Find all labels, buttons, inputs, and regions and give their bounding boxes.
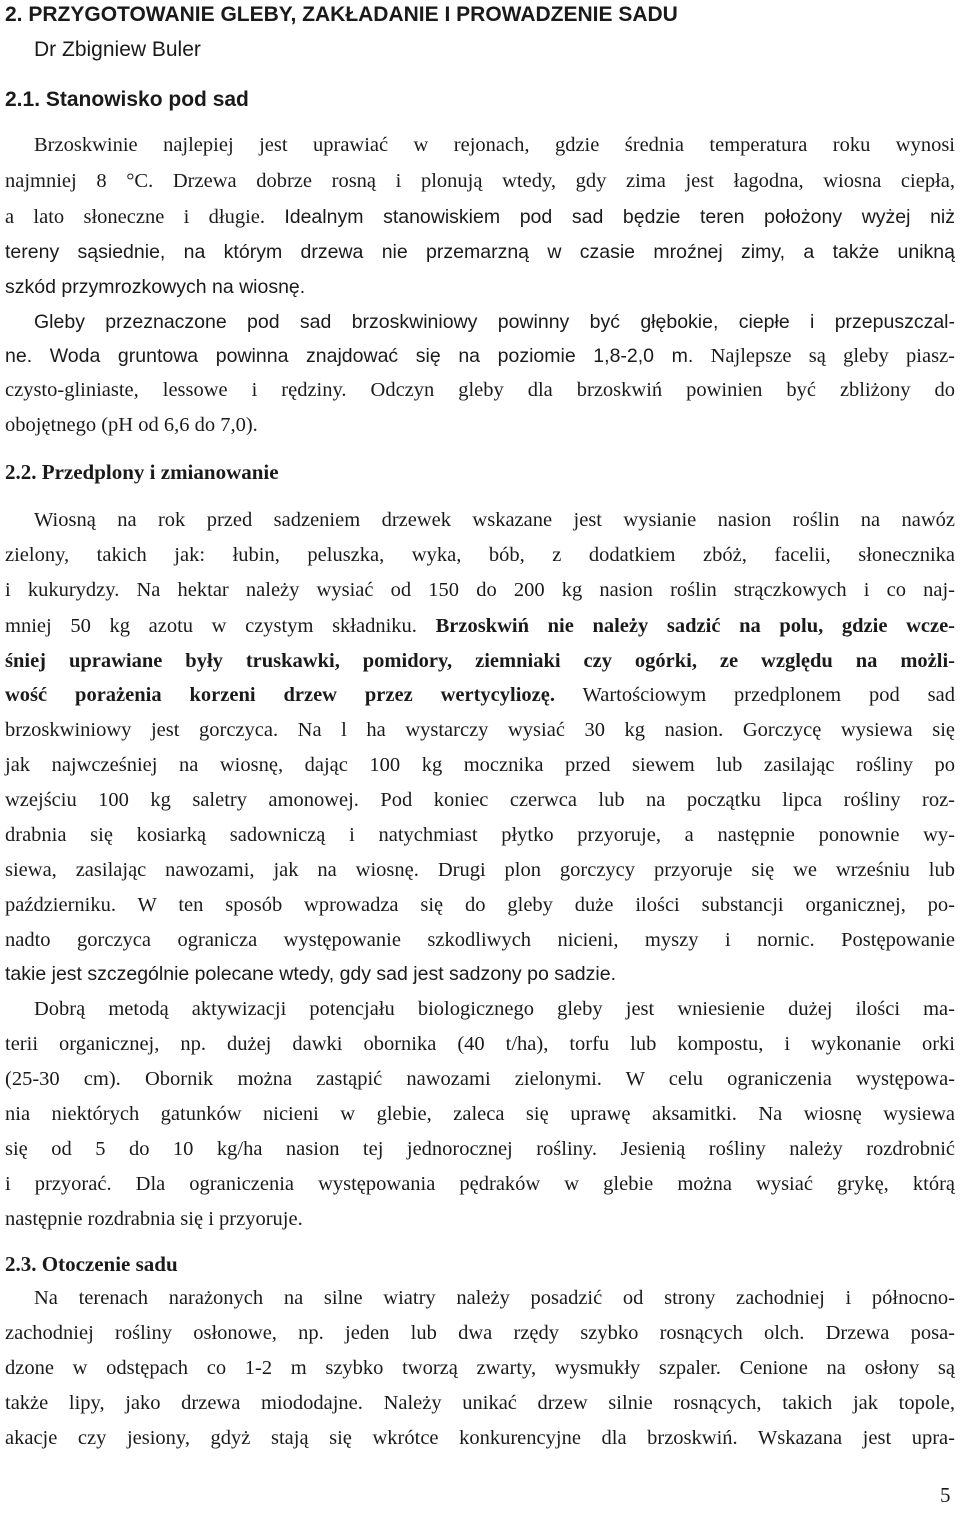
section-heading-2-1: 2.1. Stanowisko pod sad xyxy=(5,88,249,111)
paragraph-line: zachodniej rośliny osłonowe, np. jeden lub dwa rzędy szybko rosnących olch. Drzewa posa- xyxy=(5,1322,955,1344)
paragraph-line: szkód przymrozkowych na wiosnę. xyxy=(5,276,306,298)
paragraph-line: Wiosną na rok przed sadzeniem drzewek wskazane jest wysianie nasion roślin na nawóz xyxy=(34,509,955,531)
paragraph-line: tereny sąsiednie, na którym drzewa nie przemarzną w czasie mroźnej zimy, a także unikną xyxy=(5,241,955,263)
paragraph-line: wość porażenia korzeni drzew przez wertycyliozę. Wartościowym przedplonem pod sad xyxy=(5,684,955,706)
paragraph-line: Brzoskwinie najlepiej jest uprawiać w rejonach, gdzie średnia temperatura roku wynosi xyxy=(34,134,955,156)
paragraph-line: i kukurydzy. Na hektar należy wysiać od 150 do 200 kg nasion roślin strączkowych i co naj- xyxy=(5,579,956,601)
paragraph-line: obojętnego (pH od 6,6 do 7,0). xyxy=(5,414,258,436)
paragraph-line: czysto-gliniaste, lessowe i rędziny. Odczyn gleby dla brzoskwiń powinien być zbliżony do xyxy=(5,379,955,401)
paragraph-line: jak najwcześniej na wiosnę, dając 100 kg mocznika przed siewem lub zasilając rośliny po xyxy=(5,754,955,776)
paragraph-line: następnie rozdrabnia się i przyoruje. xyxy=(5,1208,303,1230)
paragraph-line: takie jest szczególnie polecane wtedy, gdy sad jest sadzony po sadzie. xyxy=(5,963,616,985)
page-number: 5 xyxy=(940,1483,951,1507)
paragraph-line: wzejściu 100 kg saletry amonowej. Pod koniec czerwca lub na początku lipca rośliny roz- xyxy=(5,789,955,811)
paragraph-line: terii organicznej, np. dużej dawki obornika (40 t/ha), torfu lub kompostu, i wykonanie orki xyxy=(5,1033,955,1055)
paragraph-line: październiku. W ten sposób wprowadza się do gleby duże ilości substancji organicznej, po- xyxy=(5,894,955,916)
paragraph-line: ne. Woda gruntowa powinna znajdować się na poziomie 1,8-2,0 m. Najlepsze są gleby piasz- xyxy=(5,345,955,367)
chapter-title: 2. PRZYGOTOWANIE GLEBY, ZAKŁADANIE I PROWADZENIE SADU xyxy=(5,3,678,26)
paragraph-line: zielony, takich jak: łubin, peluszka, wyka, bób, z dodatkiem zbóż, facelii, słonecznika xyxy=(5,544,955,566)
paragraph-line: śniej uprawiane były truskawki, pomidory, ziemniaki czy ogórki, ze względu na możli- xyxy=(5,650,955,672)
paragraph-line: nia niektórych gatunków nicieni w glebie, zaleca się uprawę aksamitki. Na wiosnę wysiewa xyxy=(5,1103,955,1125)
author-name: Dr Zbigniew Buler xyxy=(34,38,201,61)
paragraph-line: także lipy, jako drzewa miododajne. Należy unikać drzew silnie rosnących, takich jak topole, xyxy=(5,1392,955,1414)
paragraph-line: nadto gorczyca ogranicza występowanie szkodliwych nicieni, myszy i nornic. Postępowanie xyxy=(5,929,956,951)
paragraph-line: siewa, zasilając nawozami, jak na wiosnę. Drugi plon gorczycy przyoruje się we wrześniu lub xyxy=(5,859,956,881)
paragraph-line: Dobrą metodą aktywizacji potencjału biologicznego gleby jest wniesienie dużej ilości ma- xyxy=(34,998,955,1020)
paragraph-line: mniej 50 kg azotu w czystym składniku. Brzoskwiń nie należy sadzić na polu, gdzie wcze- xyxy=(5,615,956,637)
paragraph-line: drabnia się kosiarką sadowniczą i natychmiast płytko przyoruje, a następnie ponownie wy- xyxy=(5,824,955,846)
section-heading-2-2: 2.2. Przedplony i zmianowanie xyxy=(5,460,279,484)
paragraph-line: brzoskwiniowy jest gorczyca. Na l ha wystarczy wysiać 30 kg nasion. Gorczycę wysiewa się xyxy=(5,719,955,741)
paragraph-line: Gleby przeznaczone pod sad brzoskwiniowy powinny być głębokie, ciepłe i przepuszczal- xyxy=(34,311,955,333)
paragraph-line: (25-30 cm). Obornik można zastąpić nawozami zielonymi. W celu ograniczenia występowa- xyxy=(5,1068,956,1090)
paragraph-line: a lato słoneczne i długie. Idealnym stanowiskiem pod sad będzie teren położony wyżej niż xyxy=(5,206,956,228)
paragraph-line: akacje czy jesiony, gdyż stają się wkrótce konkurencyjne dla brzoskwiń. Wskazana jest upra- xyxy=(5,1427,955,1449)
paragraph-line: i przyorać. Dla ograniczenia występowania pędraków w glebie można wysiać grykę, którą xyxy=(5,1173,955,1195)
paragraph-line: się od 5 do 10 kg/ha nasion tej jednorocznej rośliny. Jesienią rośliny należy rozdrobnić xyxy=(5,1138,955,1160)
paragraph-line: Na terenach narażonych na silne wiatry należy posadzić od strony zachodniej i północno- xyxy=(34,1287,955,1309)
paragraph-line: dzone w odstępach co 1-2 m szybko tworzą zwarty, wysmukły szpaler. Cenione na osłony są xyxy=(5,1357,955,1379)
section-heading-2-3: 2.3. Otoczenie sadu xyxy=(5,1252,178,1276)
paragraph-line: najmniej 8 °C. Drzewa dobrze rosną i plonują wtedy, gdy zima jest łagodna, wiosna ciepła, xyxy=(5,170,955,192)
